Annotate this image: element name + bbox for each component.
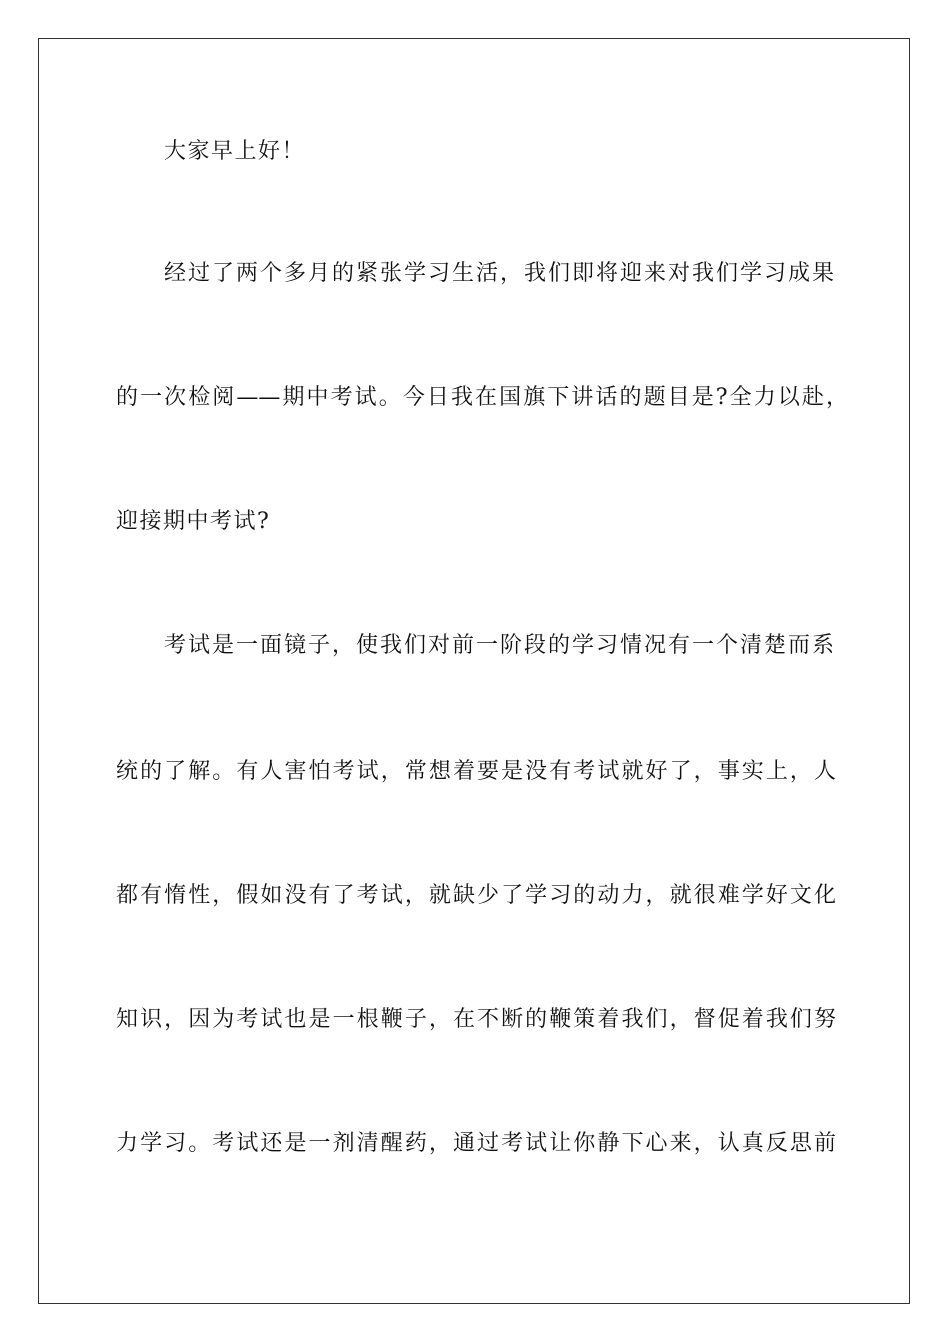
- page-border: [38, 38, 910, 1304]
- paragraph-2-line-3: 都有惰性，假如没有了考试，就缺少了学习的动力，就很难学好文化: [116, 883, 836, 908]
- paragraph-1-line-1: 经过了两个多月的紧张学习生活，我们即将迎来对我们学习成果: [164, 261, 834, 286]
- paragraph-2-line-4: 知识，因为考试也是一根鞭子，在不断的鞭策着我们，督促着我们努: [116, 1007, 836, 1032]
- paragraph-2-line-2: 统的了解。有人害怕考试，常想着要是没有考试就好了，事实上，人: [116, 759, 836, 784]
- paragraph-1-line-3: 迎接期中考试?: [116, 509, 271, 534]
- greeting-line: 大家早上好！: [164, 139, 306, 164]
- paragraph-2-line-1: 考试是一面镜子，使我们对前一阶段的学习情况有一个清楚而系: [164, 633, 834, 658]
- paragraph-1-line-2: 的一次检阅——期中考试。今日我在国旗下讲话的题目是?全力以赴，: [116, 385, 848, 410]
- paragraph-2-line-5: 力学习。考试还是一剂清醒药，通过考试让你静下心来，认真反思前: [116, 1131, 836, 1156]
